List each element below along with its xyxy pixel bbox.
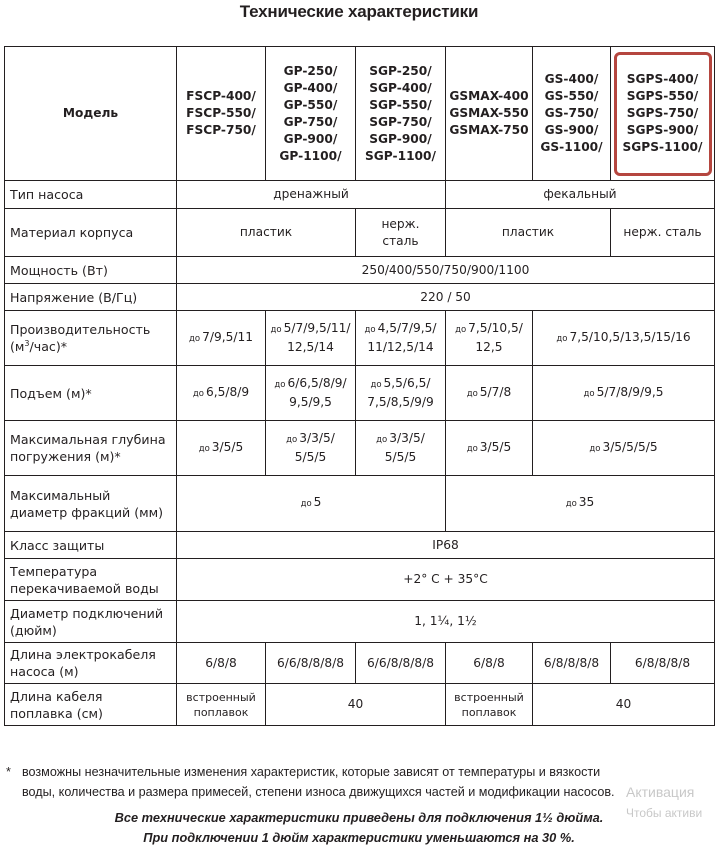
model-header: Модель: [5, 47, 177, 181]
row-label: Диаметр подключений (дюйм): [5, 601, 177, 643]
model-col-sgp: SGP-250/ SGP-400/ SGP-550/ SGP-750/ SGP-900/ SGP-1100/: [356, 47, 446, 181]
row-label: Производительность $(м^3/час)*$: [5, 311, 177, 366]
row-label: Температура перекачиваемой воды: [5, 559, 177, 601]
footnote: * возможны незначительные изменения характеристик, которые зависят от температуры и вязкости воды, количества и размера примесей, степени износа движущихся частей и модификации насосов.: [6, 762, 712, 802]
row-label: Подъем (м)*: [5, 366, 177, 421]
row-fraction: [5, 476, 715, 532]
cell-value: до 5/7/9,5/11/ 12,5/14: [266, 311, 356, 366]
cell-steel: нерж. сталь: [611, 209, 715, 257]
cell-value: до 6/6,5/8/9/ 9,5/9,5: [266, 366, 356, 421]
header-row: [5, 47, 715, 181]
cell-value: 6/6/8/8/8/8: [266, 643, 356, 684]
cell-value: 6/8/8/8/8: [611, 643, 715, 684]
cell-value: до 4,5/7/9,5/ 11/12,5/14: [356, 311, 446, 366]
cell-builtin-float: встроенный поплавок: [446, 684, 533, 726]
row-lift: [5, 366, 715, 421]
cell-steel: нерж. сталь: [356, 209, 446, 257]
row-body-material: [5, 209, 715, 257]
cell-value: до 7,5/10,5/13,5/15/16: [533, 311, 715, 366]
model-col-gp: GP-250/ GP-400/ GP-550/ GP-750/ GP-900/ GP-1100/: [266, 47, 356, 181]
cell-value: до 5/7/8: [446, 366, 533, 421]
row-label: Мощность (Вт): [5, 257, 177, 284]
row-temperature: [5, 559, 715, 601]
row-float-cable: [5, 684, 715, 726]
row-label: Класс защиты: [5, 532, 177, 559]
row-power: [5, 257, 715, 284]
cell-value: 6/8/8: [177, 643, 266, 684]
cell-temperature: +2° C + 35°C: [177, 559, 715, 601]
row-label: Материал корпуса: [5, 209, 177, 257]
row-label: Напряжение (В/Гц): [5, 284, 177, 311]
cell-value: 6/8/8: [446, 643, 533, 684]
row-label: Тип насоса: [5, 181, 177, 209]
row-depth: [5, 421, 715, 476]
model-col-sgps: [611, 47, 715, 181]
cell-plastic: пластик: [177, 209, 356, 257]
highlight-frame: SGPS-400/ SGPS-550/ SGPS-750/ SGPS-900/ SGPS-1100/: [614, 52, 712, 176]
cell-value: до 5,5/6,5/ 7,5/8,5/9/9: [356, 366, 446, 421]
cell-power: 250/400/550/750/900/1100: [177, 257, 715, 284]
connection-note: Все технические характеристики приведены для подключения 1½ дюйма. При подключении 1 дюйм характеристики уменьшаются на 30 %.: [114, 810, 604, 845]
cell-value: до 5/7/8/9/9,5: [533, 366, 715, 421]
cell-value: до 3/3/5/ 5/5/5: [266, 421, 356, 476]
row-label: Длина электрокабеля насоса (м): [5, 643, 177, 684]
row-connection: [5, 601, 715, 643]
model-col-gsmax: GSMAX-400 GSMAX-550 GSMAX-750: [446, 47, 533, 181]
spec-table: [4, 46, 715, 726]
row-protection: [5, 532, 715, 559]
cell-value: 40: [266, 684, 446, 726]
row-pump-type: [5, 181, 715, 209]
cell-value: до 3/3/5/ 5/5/5: [356, 421, 446, 476]
page-title: Технические характеристики: [239, 2, 479, 21]
model-col-fscp: FSCP-400/ FSCP-550/ FSCP-750/: [177, 47, 266, 181]
row-voltage: [5, 284, 715, 311]
cell-voltage: 220 / 50: [177, 284, 715, 311]
cell-value: до 3/5/5: [446, 421, 533, 476]
cell-drainage: до 5: [177, 476, 446, 532]
cell-protection: IP68: [177, 532, 715, 559]
row-capacity: [5, 311, 715, 366]
row-label: Максимальный диаметр фракций (мм): [5, 476, 177, 532]
activation-watermark-hint: Чтобы активи: [626, 806, 703, 820]
cell-value: до 3/5/5/5/5: [533, 421, 715, 476]
cell-value: до 7,5/10,5/ 12,5: [446, 311, 533, 366]
cell-drainage: дренажный: [177, 181, 446, 209]
cell-value: 6/6/8/8/8/8: [356, 643, 446, 684]
cell-builtin-float: встроенный поплавок: [177, 684, 266, 726]
cell-fecal: фекальный: [446, 181, 715, 209]
activation-watermark: Активация: [626, 784, 695, 800]
cell-value: до 3/5/5: [177, 421, 266, 476]
cell-value: 6/8/8/8/8: [533, 643, 611, 684]
model-col-gs: GS-400/ GS-550/ GS-750/ GS-900/ GS-1100/: [533, 47, 611, 181]
cell-connection: 1, 1¼, 1½: [177, 601, 715, 643]
footnote-star: *: [6, 765, 11, 779]
cell-fecal: до 35: [446, 476, 715, 532]
row-cable: [5, 643, 715, 684]
row-label: Длина кабеля поплавка (см): [5, 684, 177, 726]
cell-value: до 6,5/8/9: [177, 366, 266, 421]
cell-value: 40: [533, 684, 715, 726]
row-label: Максимальная глубина погружения (м)*: [5, 421, 177, 476]
cell-plastic: пластик: [446, 209, 611, 257]
cell-value: до 7/9,5/11: [177, 311, 266, 366]
